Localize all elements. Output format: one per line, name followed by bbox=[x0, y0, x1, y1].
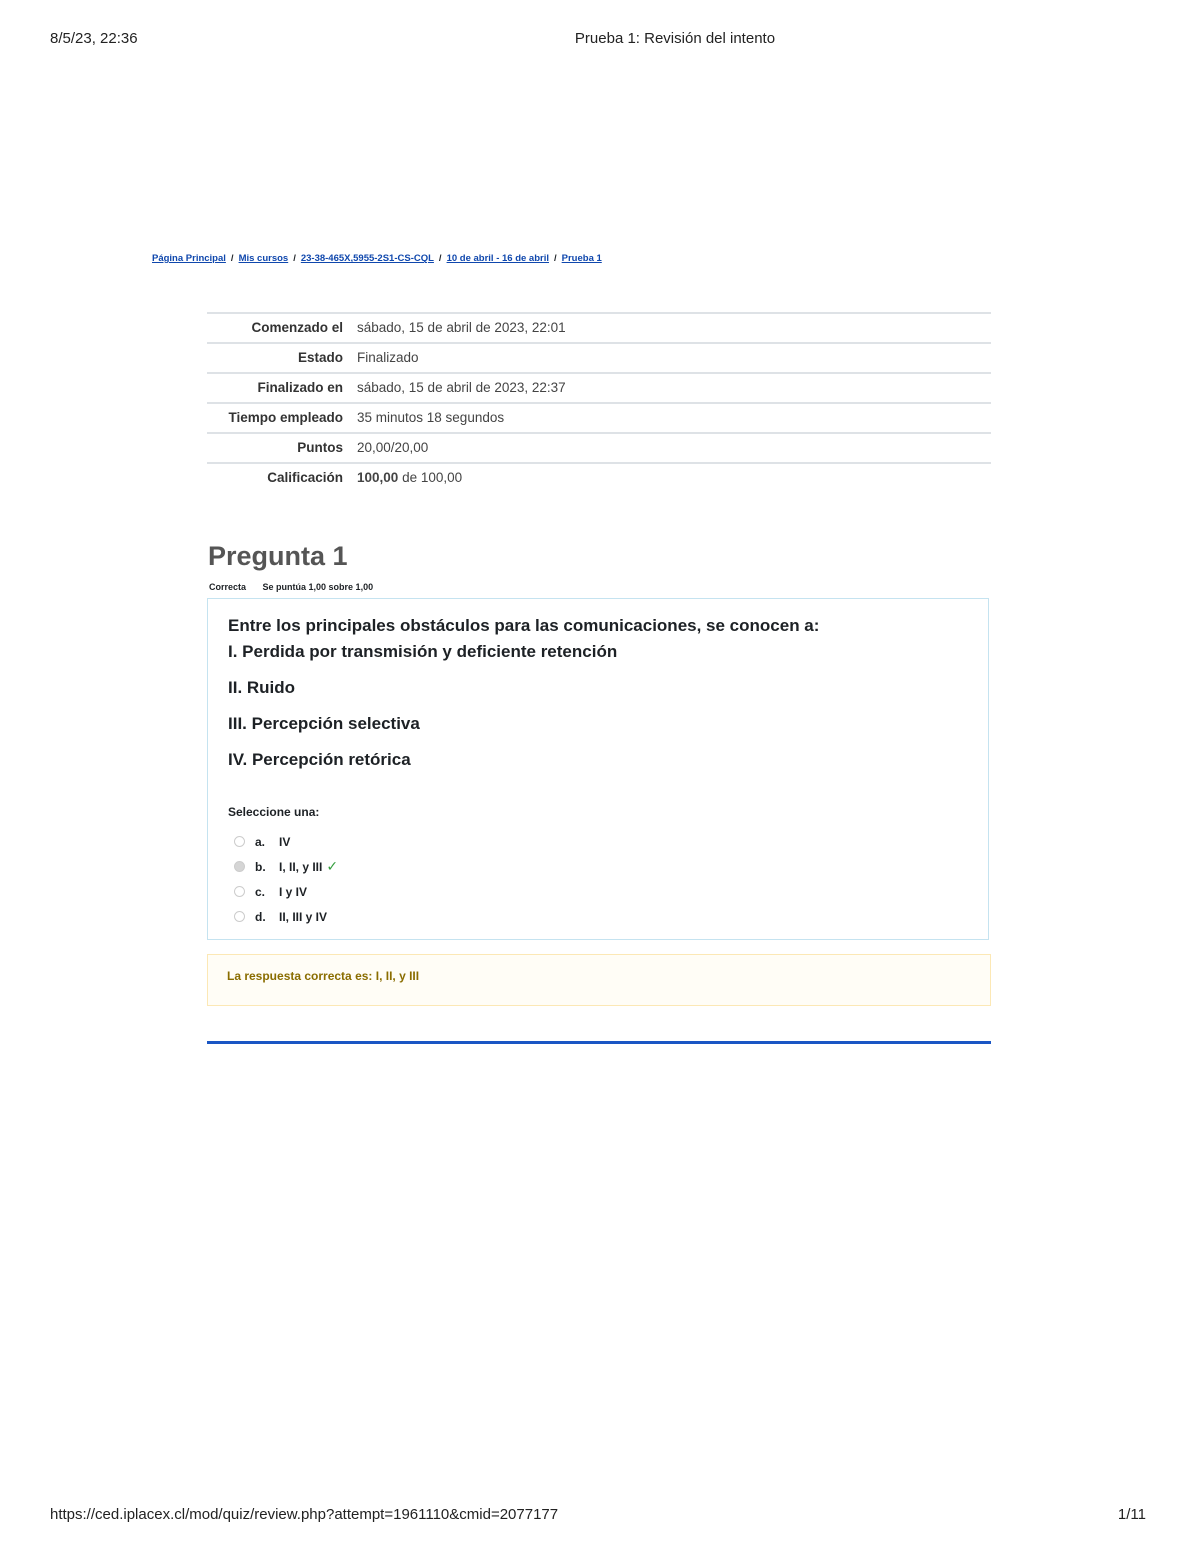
breadcrumb-separator: / bbox=[293, 253, 296, 264]
answer-option-d[interactable] bbox=[234, 904, 338, 929]
summary-row-state bbox=[207, 343, 991, 373]
grade-cell bbox=[357, 463, 991, 492]
answer-option-a[interactable] bbox=[234, 829, 338, 854]
print-title: Prueba 1: Revisión del intento bbox=[574, 30, 776, 47]
time-label: Tiempo empleado bbox=[228, 410, 343, 425]
question-score: Se puntúa 1,00 sobre 1,00 bbox=[262, 582, 374, 592]
question-info bbox=[209, 582, 387, 592]
breadcrumb-week[interactable]: 10 de abril - 16 de abril bbox=[446, 253, 549, 264]
time-value: 35 minutos 18 segundos bbox=[357, 410, 505, 425]
section-divider bbox=[207, 1041, 991, 1044]
breadcrumb-separator: / bbox=[230, 253, 234, 264]
answer-prompt: Seleccione una: bbox=[228, 805, 320, 819]
grade-label: Calificación bbox=[267, 470, 343, 485]
option-letter: a. bbox=[255, 834, 266, 849]
print-page-number: 1/11 bbox=[1117, 1506, 1146, 1523]
question-box bbox=[207, 598, 989, 940]
option-text: IV bbox=[279, 834, 291, 849]
state-label: Estado bbox=[297, 350, 343, 365]
started-value: sábado, 15 de abril de 2023, 22:01 bbox=[357, 320, 566, 335]
question-text-block bbox=[228, 613, 819, 773]
correct-answer-feedback: La respuesta correcta es: I, II, y III bbox=[227, 969, 420, 983]
summary-row-points bbox=[207, 433, 991, 463]
summary-row-time bbox=[207, 403, 991, 433]
breadcrumb-separator: / bbox=[438, 253, 442, 264]
print-url: https://ced.iplacex.cl/mod/quiz/review.php?attempt=1961110&cmid=2077177 bbox=[50, 1506, 559, 1523]
grade-value: 100,00 bbox=[357, 470, 399, 485]
state-value: Finalizado bbox=[357, 350, 419, 365]
radio-button-selected[interactable] bbox=[234, 861, 245, 872]
radio-button[interactable] bbox=[234, 886, 245, 897]
answer-options bbox=[234, 829, 338, 929]
breadcrumb-separator: / bbox=[554, 253, 557, 264]
answer-option-c[interactable] bbox=[234, 879, 338, 904]
print-date: 8/5/23, 22:36 bbox=[50, 30, 138, 47]
radio-button[interactable] bbox=[234, 836, 245, 847]
breadcrumb-my-courses[interactable]: Mis cursos bbox=[238, 253, 289, 264]
breadcrumb-course[interactable]: 23-38-465X,5955-2S1-CS-CQL bbox=[300, 253, 434, 264]
option-letter: b. bbox=[255, 859, 266, 874]
points-value: 20,00/20,00 bbox=[357, 440, 429, 455]
option-text: II, III y IV bbox=[279, 909, 328, 924]
attempt-summary-table bbox=[207, 312, 991, 492]
question-item: II. Ruido bbox=[228, 678, 296, 697]
question-item: IV. Percepción retórica bbox=[228, 750, 411, 769]
check-icon: ✓ bbox=[326, 858, 339, 874]
summary-row-grade bbox=[207, 463, 991, 492]
question-item: I. Perdida por transmisión y deficiente retención bbox=[228, 642, 618, 661]
finished-label: Finalizado en bbox=[257, 380, 343, 395]
option-text: I, II, y III bbox=[279, 859, 323, 874]
breadcrumb-home[interactable]: Página Principal bbox=[152, 253, 226, 264]
answer-option-b[interactable] bbox=[234, 854, 338, 879]
option-letter: c. bbox=[255, 884, 266, 899]
option-text: I y IV bbox=[279, 884, 308, 899]
question-status: Correcta bbox=[209, 582, 247, 592]
finished-value: sábado, 15 de abril de 2023, 22:37 bbox=[357, 380, 566, 395]
summary-row-started bbox=[207, 313, 991, 343]
breadcrumb bbox=[152, 253, 602, 264]
summary-row-finished bbox=[207, 373, 991, 403]
points-label: Puntos bbox=[297, 440, 343, 455]
feedback-box bbox=[207, 954, 991, 1006]
option-letter: d. bbox=[255, 909, 266, 924]
grade-of: de 100,00 bbox=[402, 470, 463, 485]
question-title: Pregunta 1 bbox=[208, 541, 348, 571]
question-item: III. Percepción selectiva bbox=[228, 714, 420, 733]
breadcrumb-quiz[interactable]: Prueba 1 bbox=[561, 253, 602, 264]
radio-button[interactable] bbox=[234, 911, 245, 922]
started-label: Comenzado el bbox=[251, 320, 343, 335]
question-text: Entre los principales obstáculos para las comunicaciones, se conocen a: bbox=[228, 616, 820, 635]
